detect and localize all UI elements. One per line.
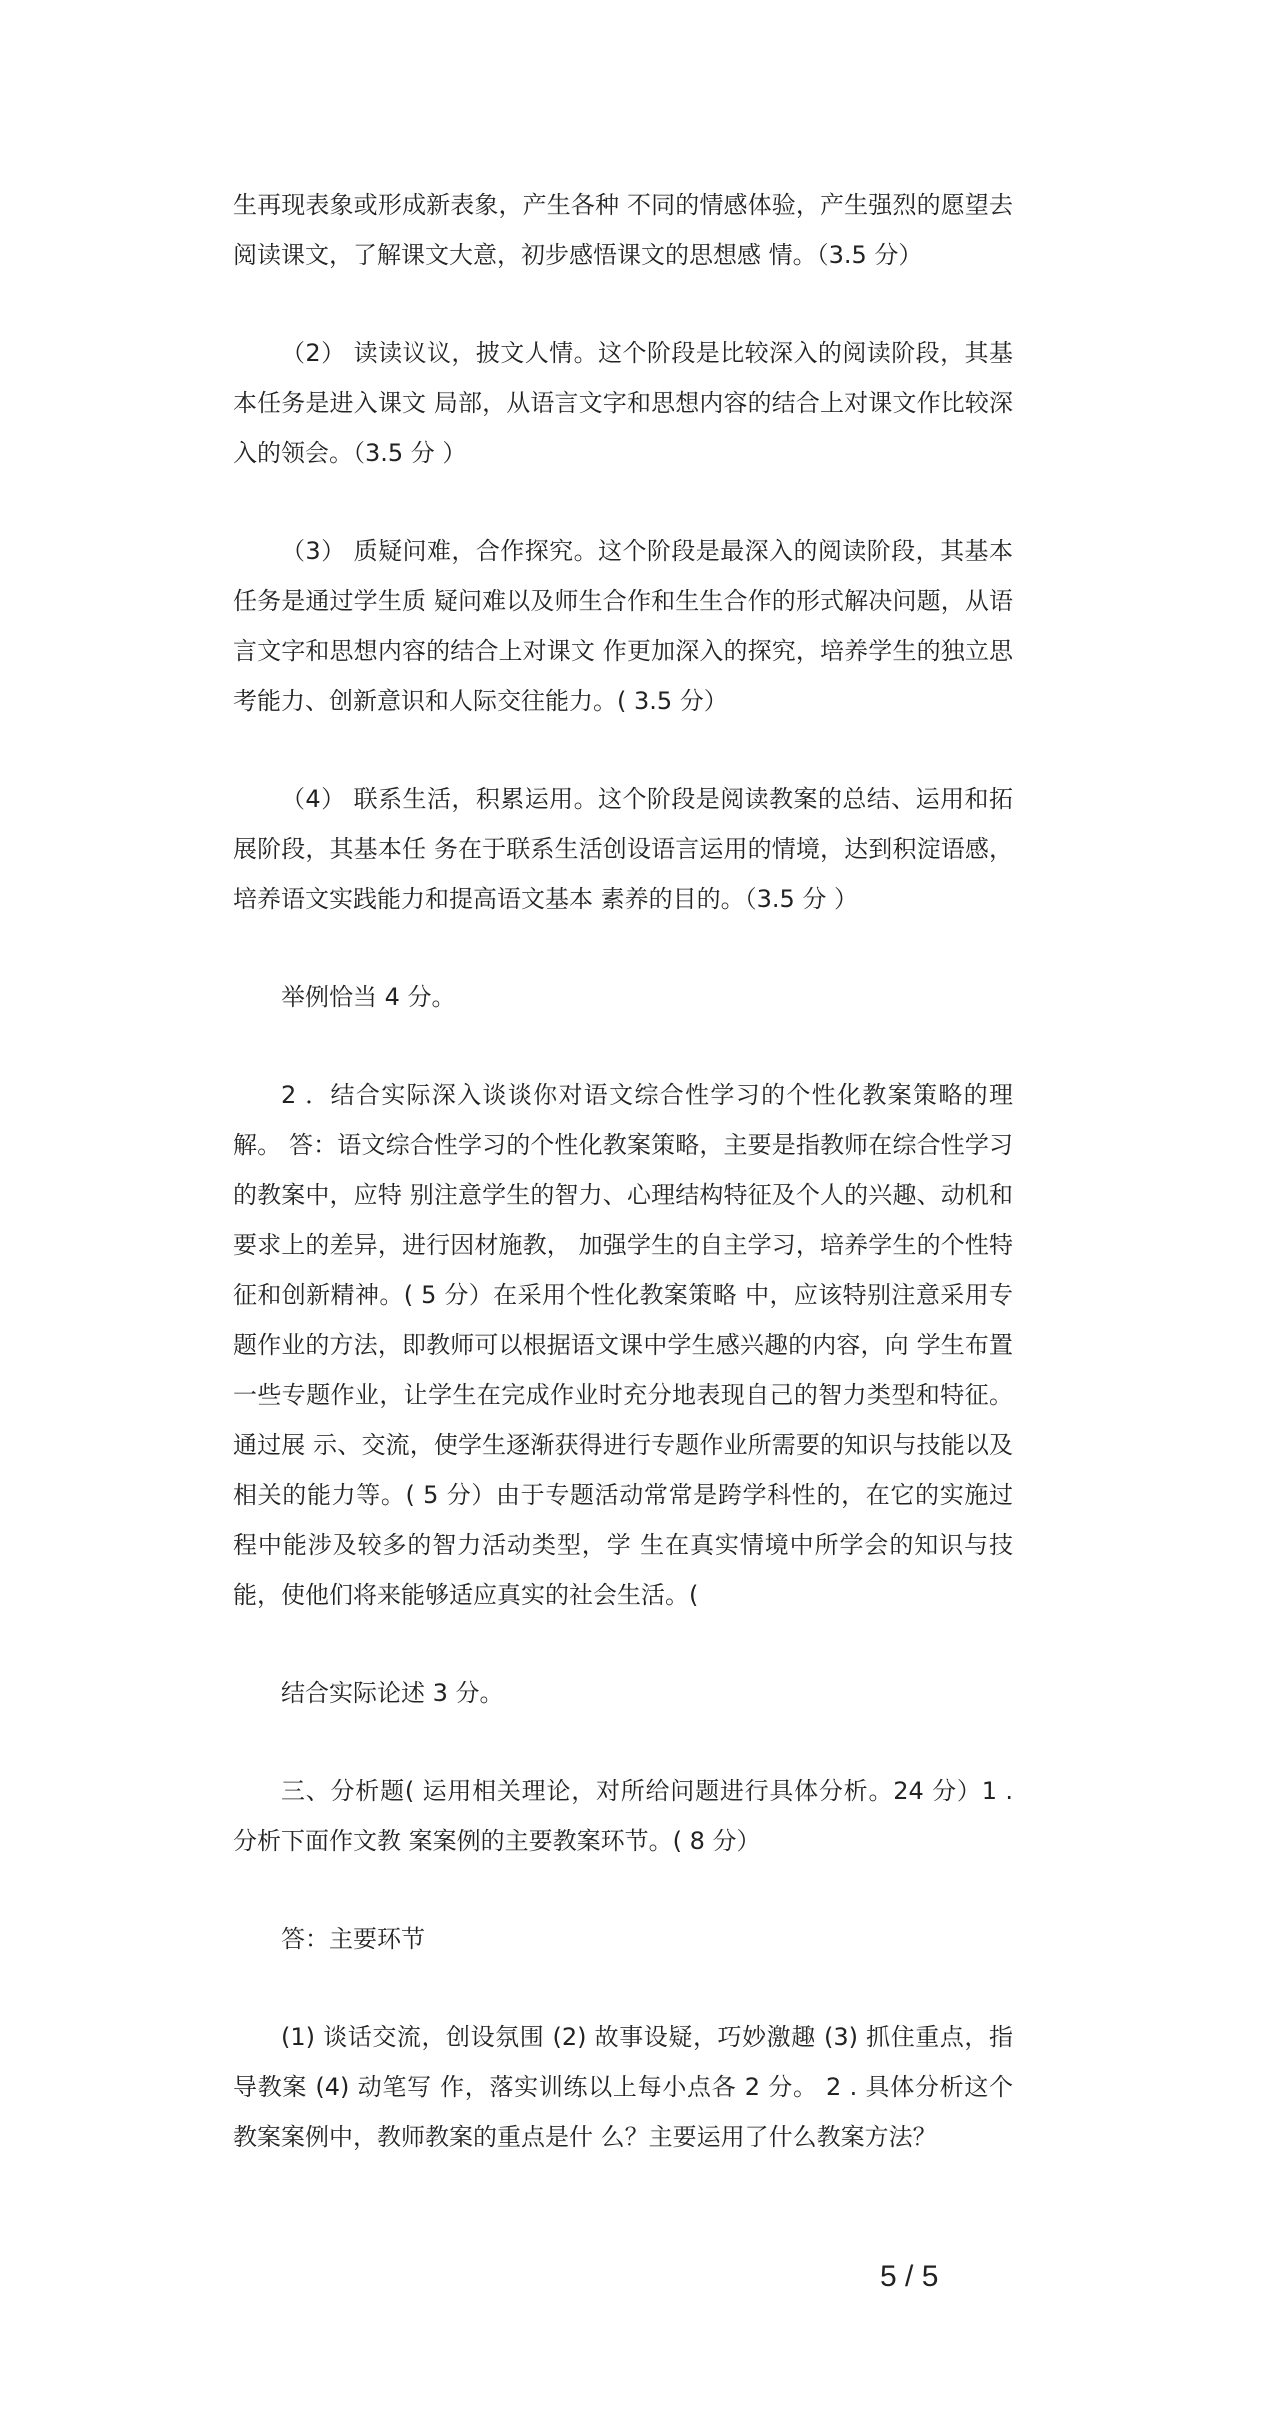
paragraph-step-4: （4） 联系生活，积累运用。这个阶段是阅读教案的总结、运用和拓展阶段，其基本任 务在于联系生活创设语言运用的情境，达到积淀语感，培养语文实践能力和提高语文基本 素养的目的。（3.5 分 ） <box>233 785 1013 913</box>
paragraph-example-score: 举例恰当 4 分。 <box>281 983 456 1011</box>
paragraph-step-3: （3） 质疑问难，合作探究。这个阶段是最深入的阅读阶段，其基本任务是通过学生质 疑问难以及师生合作和生生合作的形式解决问题，从语言文字和思想内容的结合上对课文 作更加深入的探究，培养学生的独立思考能力、创新意识和人际交往能力。( 3.5 分） <box>233 537 1013 715</box>
paragraph-answer-heading: 答：主要环节 <box>281 1925 425 1953</box>
document-body <box>233 180 1013 2210</box>
paragraph-question-2: 2 ．结合实际深入谈谈你对语文综合性学习的个性化教案策略的理解。 答：语文综合性学习的个性化教案策略，主要是指教师在综合性学习的教案中，应特 别注意学生的智力、心理结构特征及个人的兴趣、动机和要求上的差异，进行因材施教， 加强学生的自主学习，培养学生的个性特征和创新精神。( 5 分）在采用个性化教案策略 中，应该特别注意采用专题作业的方法，即教师可以根据语文课中学生感兴趣的内容，向 学生布置一些专题作业，让学生在完成作业时充分地表现自己的智力类型和特征。通过展 示、交流，使学生逐渐获得进行专题作业所需要的知识与技能以及相关的能力等。( 5 分）由于专题活动常常是跨学科性的，在它的实施过程中能涉及较多的智力活动类型，学 生在真实情境中所学会的知识与技能，使他们将来能够适应真实的社会生活。( <box>233 1081 1013 1609</box>
page-number: 5 / 5 <box>880 2260 939 2293</box>
paragraph-practice-score: 结合实际论述 3 分。 <box>281 1679 504 1707</box>
paragraph-section-3: 三、分析题( 运用相关理论，对所给问题进行具体分析。24 分）1 .分析下面作文教 案案例的主要教案环节。( 8 分） <box>233 1777 1013 1855</box>
paragraph-continuation: 生再现表象或形成新表象，产生各种 不同的情感体验，产生强烈的愿望去阅读课文，了解课文大意，初步感悟课文的思想感 情。（3.5 分） <box>233 191 1013 269</box>
paragraph-step-2: （2） 读读议议，披文人情。这个阶段是比较深入的阅读阶段，其基本任务是进入课文 局部，从语言文字和思想内容的结合上对课文作比较深入的领会。（3.5 分 ） <box>233 339 1013 467</box>
paragraph-answer-details: (1) 谈话交流，创设氛围 (2) 故事设疑，巧妙激趣 (3) 抓住重点，指导教案 (4) 动笔写 作，落实训练以上每小点各 2 分。 2 . 具体分析这个教案案例中，教师教案的重点是什 么？主要运用了什么教案方法？ <box>233 2023 1013 2151</box>
